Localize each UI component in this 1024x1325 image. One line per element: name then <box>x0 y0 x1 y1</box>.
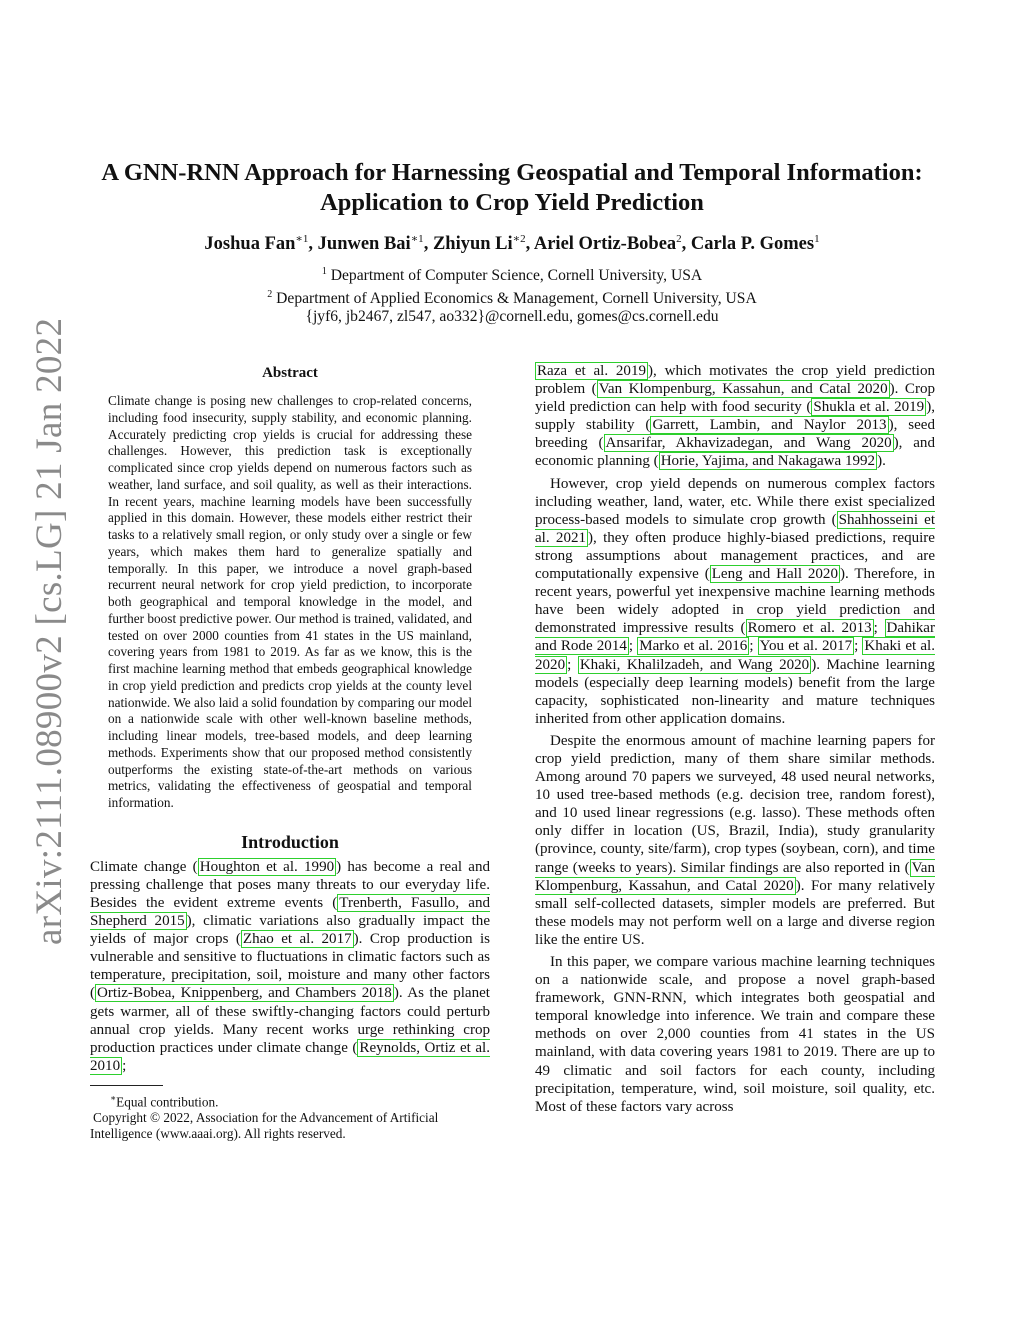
citation-link[interactable]: Marko et al. 2016 <box>639 638 748 655</box>
footnotes <box>90 1085 490 1142</box>
author-name: Zhiyun Li <box>432 234 513 255</box>
left-column <box>90 360 490 1142</box>
citation-link[interactable]: Horie, Yajima, and Nakagawa 1992 <box>660 453 876 470</box>
footnote-copyright: Copyright © 2022, Association for the Advancement of Artificial Intelligence (www.aaai.org). All rights reserved. <box>90 1110 439 1142</box>
citation-link[interactable]: Ortiz-Bobea, Knippenberg, and Chambers 2018 <box>97 985 392 1002</box>
citation-link[interactable]: Trenberth, Fasullo, and Shepherd 2015 <box>90 894 490 930</box>
citation-link[interactable]: Shahhosseini et al. 2021 <box>535 511 935 546</box>
citation-link[interactable]: Romero et al. 2013 <box>747 620 872 637</box>
citation-link[interactable]: You et al. 2017 <box>759 638 853 655</box>
author-affil-mark: ∗1 <box>410 233 424 245</box>
author-name: Carla P. Gomes <box>690 234 815 255</box>
citation-link[interactable]: Houghton et al. 1990 <box>199 858 335 875</box>
citation-link[interactable]: Reynolds, Ortiz et al. 2010 <box>90 1039 490 1074</box>
author-affil-mark: 2 <box>676 233 682 245</box>
author-name: Joshua Fan <box>204 234 296 255</box>
citation-link[interactable]: Zhao et al. 2017 <box>242 931 352 948</box>
affiliation-line <box>60 263 964 286</box>
author-list: Joshua Fan$^{∗1}$, Junwen Bai$^{∗1}$, Zhiyun $Li^{∗2}$, Ariel Ortiz-Bobea$^2$, Carla P. Gomes$^1$ <box>204 233 820 255</box>
footnote-equal-contribution <box>90 1090 490 1110</box>
abstract-section <box>108 365 472 812</box>
author-emails: {jyf6, jb2467, zl547, ao332}@cornell.edu, gomes@cs.cornell.edu <box>305 308 719 326</box>
intro-paragraph-1: Climate change ( Houghton et al. 1990 ) has become a real and pressing challenge that poses many threats to our everyday life. Besides the evident extreme events ( Trenberth, Fasullo, and Shepherd 2015 ), climatic variations also gradually impact the yields of major crops ( Zhao et al. 2017 ). Crop production is vulnerable and sensitive to fluctuations in climatic factors such as temperature, precipitation, soil, moisture and many other factors ( Ortiz-Bobea, Knippenberg, and Chambers 2018 ). As the planet gets warmer, all of these swiftly-changing factors could perturb annual crop yields. Many recent works urge rethinking crop production practices under climate change ( Reynolds, Ortiz et al. 2010 ; <box>90 858 491 1074</box>
introduction-heading: Introduction <box>241 831 339 852</box>
footnote-mark: ∗ <box>110 1092 117 1103</box>
abstract-body: Climate change is posing new challenges to crop-related concerns, including food insecurity, supply stability, and economic planning. Accurately predicting crop yields is crucial for addressing these challenges. However, this prediction task is exceptionally complicated since crop yields depend on numerous factors such as weather, land surface, and soil quality, as well as their interactions. In recent years, machine learning models have been successfully applied in this domain. However, these models either restrict their tasks to a relatively small region, or only study over a single or few years, which makes them hard to generalize spatially and temporally. In this paper, we introduce a novel graph-based recurrent neural network for crop yield prediction, to incorporate both geographical and temporal knowledge in the model, and further boost predictive power. Our method is trained, validated, and tested on over 2000 counties from 41 states in the US mainland, covering years from 1981 to 2019. As far as we know, this is the first machine learning method that embeds geographical knowledge in crop yield prediction and predicts crop yields at the county level nationwide. We also laid a solid foundation by comparing our model on a nationwide scale with other well-known baseline methods, including linear models, tree-based models, and deep learning methods. Experiments show that our proposed method consistently outperforms the existing state-of-the-art methods on various metrics, validating the effectiveness of geospatial and temporal information. <box>108 393 472 810</box>
citation-link[interactable]: Leng and Hall 2020 <box>711 566 838 583</box>
citation-link[interactable]: Raza et al. 2019 <box>537 363 647 379</box>
affiliations <box>60 263 964 327</box>
affiliation-text: Department of Computer Science, Cornell University, USA <box>330 267 703 285</box>
affiliation-mark: 1 <box>321 266 327 277</box>
citation-link[interactable]: Garrett, Lambin, and Naylor 2013 <box>652 417 887 434</box>
citation-link[interactable]: Dahikar and Rode 2014 <box>535 620 935 655</box>
intro-paragraph-2: However, crop yield depends on numerous complex factors including weather, land, water, etc. While there exist specialized process-based models to simulate crop growth ( Shahhosseini et al. 2021 ), they often produce highly-biased predictions, require strong assumptions about management practices, and are computationally expensive ( Leng and Hall 2020 ). Therefore, in recent years, powerful yet inexpensive machine learning methods have been widely adopted in crop yield prediction and demonstrated impressive results ( Romero et al. 2013 ; Dahikar and Rode 2014 ; Marko et al. 2016 ; You et al. 2017 ; Khaki et al. 2020 ; Khaki, Khalilzadeh, and Wang 2020 ). Machine learning models (especially deep learning models) benefit from the large capacity, sophisticated non-linearity and mature techniques inherited from other application domains. <box>535 475 936 727</box>
title-line-2: Application to Crop Yield Prediction <box>320 189 704 216</box>
intro-paragraph-1-continued: Raza et al. 2019 ), which motivates the crop yield prediction problem ( Van Klompenburg, Kassahun, and Catal 2020 ). Crop yield prediction can help with food security ( Shukla et al. 2019 ), supply stability ( Garrett, Lambin, and Naylor 2013 ), seed breeding ( Ansarifar, Akhavizadegan, and Wang 2020 ), and economic planning ( Horie, Yajima, and Nakagawa 1992 ). <box>535 363 935 470</box>
paper-title <box>60 158 964 218</box>
affiliation-line <box>60 286 964 309</box>
author-affil-mark: ∗1 <box>295 233 309 245</box>
citation-link[interactable]: Shukla et al. 2019 <box>813 399 925 416</box>
footnote-rule <box>90 1085 163 1086</box>
author-name: Ariel Ortiz-Bobea <box>533 234 677 255</box>
footnote-equal-text: Equal contribution. <box>116 1094 219 1110</box>
citation-link[interactable]: Khaki, Khalilzadeh, and Wang 2020 <box>579 656 810 673</box>
affiliation-mark: 2 <box>267 288 273 300</box>
affiliation-text: Department of Applied Economics & Management, Cornell University, USA <box>276 289 757 307</box>
intro-paragraph-4: In this paper, we compare various machine learning techniques on a nationwide scale, and propose a novel graph-based framework, GNN-RNN, which integrates both geospatial and temporal knowledge into inference. We train and compare these methods on over 2,000 counties from 41 states in the US mainland, with data covering years 1981 to 2019. There are up to 49 climatic and soil factors for each county, including precipitation, temperature, wind, soil moisture, soil quality, etc. Most of these factors vary across <box>535 954 935 1115</box>
title-line-1: A GNN-RNN Approach for Harnessing Geospatial and Temporal Information: <box>101 159 923 186</box>
author-name: Junwen Bai <box>317 234 411 255</box>
right-column <box>535 360 935 1116</box>
intro-paragraph-3: Despite the enormous amount of machine learning papers for crop yield prediction, many of them share similar methods. Among around 70 papers we surveyed, 48 used neural networks, 10 used tree-based methods (e.g. decision tree, random forest), and 10 used linear regressions (e.g. lasso). These methods often only differ in location (US, Brazil, India), study granularity (province, county, site/farm), crop types (soybean, corn), and time range (weeks to years). Similar findings are also reported in ( Van Klompenburg, Kassahun, and Catal 2020 ). For many relatively small self-collected datasets, simpler models are preferred. But these models may not perform well on a large and diverse region like the entire US. <box>535 732 935 948</box>
author-affil-mark: 1 <box>814 233 820 245</box>
arxiv-identifier: arXiv:2111.08900v2 [cs.LG] 21 Jan 2022 <box>29 317 70 945</box>
author-affil-mark: ∗2 <box>512 233 526 245</box>
citation-link[interactable]: Ansarifar, Akhavizadegan, and Wang 2020 <box>605 435 892 452</box>
citation-link[interactable]: Khaki et al. 2020 <box>535 638 935 673</box>
citation-link[interactable]: Van Klompenburg, Kassahun, and Catal 2020 <box>535 859 935 894</box>
abstract-heading: Abstract <box>262 365 318 381</box>
citation-link[interactable]: Van Klompenburg, Kassahun, and Catal 2020 <box>598 381 888 398</box>
